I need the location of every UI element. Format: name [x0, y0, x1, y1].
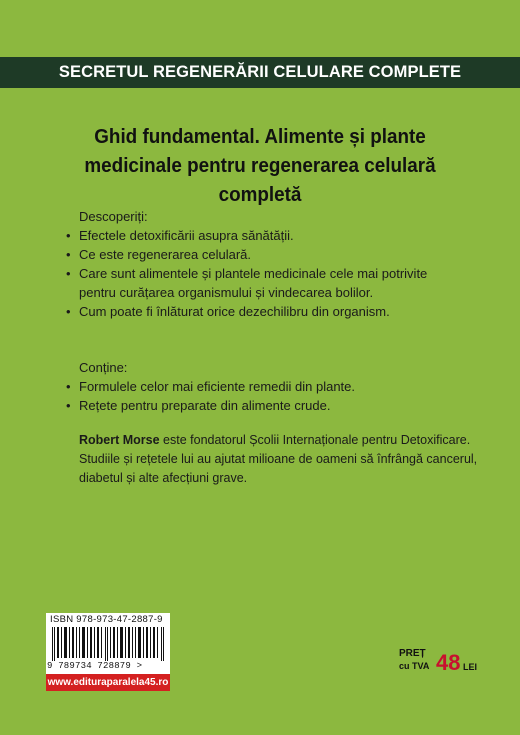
list-item: • Rețete pentru preparate din alimente crude. [66, 398, 331, 413]
author-name: Robert Morse [79, 433, 160, 447]
price-label: PREȚ [399, 648, 426, 659]
list-item: • Formulele celor mai eficiente remedii din plante. [66, 379, 356, 394]
series-title: SECRETUL REGENERĂRII CELULARE COMPLETE [58, 63, 462, 81]
price-currency: LEI [463, 662, 478, 672]
author-description: este fondatorul Școlii Internaționale pentru Detoxificare. Studiile și rețetele lui au ajutat milioane de oameni să înfrângă cancerul, diabetul și alte afecțiuni grave. [79, 433, 478, 485]
barcode-icon [50, 627, 166, 661]
bullet-icon: • [66, 228, 71, 243]
discover-list [66, 226, 459, 321]
contains-section [66, 358, 459, 415]
contains-lead: Conține: [79, 360, 128, 375]
headline: Ghid fundamental. Alimente și plante medicinale pentru regenerarea celulară completă [84, 125, 436, 206]
isbn-label: ISBN 978-973-47-2887-9 [50, 614, 163, 625]
discover-section [66, 207, 459, 321]
bullet-icon: • [66, 379, 71, 394]
price-tag [396, 648, 486, 684]
contains-list [66, 377, 459, 415]
barcode-digits: 9 789734 728879 > [47, 661, 143, 671]
discover-lead: Descoperiți: [79, 209, 148, 224]
list-item: • Efectele detoxificării asupra sănătății. [66, 228, 294, 243]
list-item: • Care sunt alimentele și plantele medicinale cele mai potrivite pentru curățarea organismului și vindecarea bolilor. [66, 266, 428, 300]
bullet-icon: • [66, 398, 71, 413]
list-item: • Ce este regenerarea celulară. [66, 247, 251, 262]
price-value: 48 [436, 650, 461, 675]
bullet-icon: • [66, 266, 71, 281]
bullet-icon: • [66, 247, 71, 262]
bullet-icon: • [66, 304, 71, 319]
author-bio [79, 431, 479, 488]
price-tax-label: cu TVA [399, 661, 430, 671]
publisher-url: www.edituraparalela45.ro [46, 674, 170, 691]
list-item: • Cum poate fi înlăturat orice dezechilibru din organism. [66, 304, 390, 319]
